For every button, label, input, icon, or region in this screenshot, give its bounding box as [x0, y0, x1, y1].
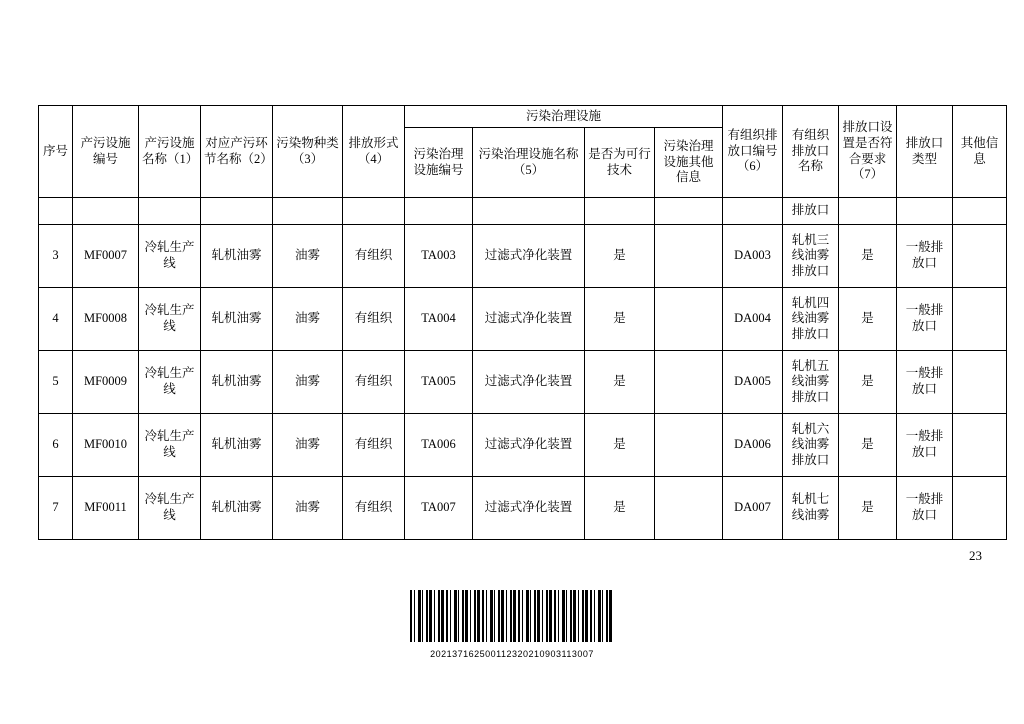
cell-facility-name: 冷轧生产线 [139, 477, 201, 540]
cell-treatment-other [655, 198, 723, 225]
table-header [39, 106, 1007, 198]
cell-process-name: 轧机油雾 [201, 225, 273, 288]
cell-facility-code: MF0010 [73, 414, 139, 477]
cell-treatment-code: TA007 [405, 477, 473, 540]
cell-outlet-code: DA007 [723, 477, 783, 540]
cell-seq: 6 [39, 414, 73, 477]
cell-process-name: 轧机油雾 [201, 414, 273, 477]
cell-outlet-compliant: 是 [839, 477, 897, 540]
cell-other-info [953, 351, 1007, 414]
column-header-seq: 序号 [39, 106, 73, 198]
cell-outlet-code [723, 198, 783, 225]
table-row [39, 351, 1007, 414]
cell-emission-form: 有组织 [343, 288, 405, 351]
column-header-emission-form: 排放形式（4） [343, 106, 405, 198]
cell-feasible-tech: 是 [585, 351, 655, 414]
barcode-number: 202137162500112320210903113007 [430, 649, 594, 659]
table-row [39, 225, 1007, 288]
table-row [39, 198, 1007, 225]
cell-treatment-code: TA006 [405, 414, 473, 477]
cell-outlet-type: 一般排放口 [897, 225, 953, 288]
cell-outlet-type: 一般排放口 [897, 288, 953, 351]
cell-facility-code: MF0007 [73, 225, 139, 288]
cell-outlet-type: 一般排放口 [897, 351, 953, 414]
cell-treatment-code: TA003 [405, 225, 473, 288]
column-header-outlet-type: 排放口类型 [897, 106, 953, 198]
cell-pollutant-type: 油雾 [273, 225, 343, 288]
cell-emission-form: 有组织 [343, 477, 405, 540]
column-header-outlet-code: 有组织排放口编号（6） [723, 106, 783, 198]
cell-outlet-type [897, 198, 953, 225]
cell-facility-code: MF0008 [73, 288, 139, 351]
cell-facility-name: 冷轧生产线 [139, 288, 201, 351]
cell-pollutant-type: 油雾 [273, 477, 343, 540]
cell-process-name: 轧机油雾 [201, 288, 273, 351]
table-row [39, 477, 1007, 540]
cell-facility-code: MF0011 [73, 477, 139, 540]
cell-outlet-type: 一般排放口 [897, 414, 953, 477]
cell-outlet-compliant: 是 [839, 288, 897, 351]
cell-seq: 5 [39, 351, 73, 414]
cell-outlet-type: 一般排放口 [897, 477, 953, 540]
cell-emission-form: 有组织 [343, 351, 405, 414]
cell-treatment-other [655, 414, 723, 477]
cell-treatment-other [655, 351, 723, 414]
cell-outlet-name: 轧机七线油雾 [783, 477, 839, 540]
cell-treatment-code [405, 198, 473, 225]
cell-treatment-name: 过滤式净化装置 [473, 351, 585, 414]
table-body [39, 198, 1007, 540]
cell-process-name [201, 198, 273, 225]
cell-outlet-compliant: 是 [839, 225, 897, 288]
cell-facility-name [139, 198, 201, 225]
column-header-process-name: 对应产污环节名称（2） [201, 106, 273, 198]
cell-treatment-other [655, 225, 723, 288]
cell-outlet-code: DA003 [723, 225, 783, 288]
cell-other-info [953, 225, 1007, 288]
emission-facility-table-wrapper [38, 105, 999, 540]
cell-outlet-name: 轧机四线油雾排放口 [783, 288, 839, 351]
column-header-treatment-code: 污染治理设施编号 [405, 128, 473, 198]
cell-facility-code: MF0009 [73, 351, 139, 414]
cell-seq: 4 [39, 288, 73, 351]
cell-outlet-name: 轧机五线油雾排放口 [783, 351, 839, 414]
cell-outlet-name: 轧机三线油雾排放口 [783, 225, 839, 288]
column-header-group-treatment-facility: 污染治理设施 [405, 106, 723, 128]
emission-facility-table [38, 105, 1007, 540]
column-header-facility-name: 产污设施名称（1） [139, 106, 201, 198]
column-header-feasible-tech: 是否为可行技术 [585, 128, 655, 198]
cell-facility-name: 冷轧生产线 [139, 351, 201, 414]
cell-outlet-code: DA004 [723, 288, 783, 351]
column-header-outlet-name: 有组织排放口名称 [783, 106, 839, 198]
column-header-pollutant-type: 污染物种类（3） [273, 106, 343, 198]
cell-outlet-compliant [839, 198, 897, 225]
column-header-facility-code: 产污设施编号 [73, 106, 139, 198]
column-header-other-info: 其他信息 [953, 106, 1007, 198]
cell-treatment-name [473, 198, 585, 225]
cell-other-info [953, 198, 1007, 225]
cell-treatment-other [655, 477, 723, 540]
column-header-outlet-compliant: 排放口设置是否符合要求（7） [839, 106, 897, 198]
cell-pollutant-type [273, 198, 343, 225]
cell-feasible-tech [585, 198, 655, 225]
table-header-group-row [39, 106, 1007, 128]
table-row [39, 414, 1007, 477]
cell-treatment-name: 过滤式净化装置 [473, 414, 585, 477]
cell-process-name: 轧机油雾 [201, 351, 273, 414]
cell-emission-form: 有组织 [343, 414, 405, 477]
cell-feasible-tech: 是 [585, 225, 655, 288]
cell-outlet-code: DA006 [723, 414, 783, 477]
cell-pollutant-type: 油雾 [273, 288, 343, 351]
cell-pollutant-type: 油雾 [273, 414, 343, 477]
column-header-treatment-other: 污染治理设施其他信息 [655, 128, 723, 198]
cell-emission-form: 有组织 [343, 225, 405, 288]
cell-treatment-other [655, 288, 723, 351]
cell-facility-code [73, 198, 139, 225]
cell-outlet-name: 轧机六线油雾排放口 [783, 414, 839, 477]
cell-outlet-code: DA005 [723, 351, 783, 414]
cell-treatment-name: 过滤式净化装置 [473, 477, 585, 540]
cell-other-info [953, 414, 1007, 477]
barcode-image [410, 590, 614, 642]
cell-treatment-code: TA004 [405, 288, 473, 351]
page-number: 23 [969, 548, 982, 563]
cell-seq: 3 [39, 225, 73, 288]
cell-facility-name: 冷轧生产线 [139, 414, 201, 477]
table-row [39, 288, 1007, 351]
cell-treatment-name: 过滤式净化装置 [473, 225, 585, 288]
cell-process-name: 轧机油雾 [201, 477, 273, 540]
cell-facility-name: 冷轧生产线 [139, 225, 201, 288]
cell-treatment-code: TA005 [405, 351, 473, 414]
cell-feasible-tech: 是 [585, 288, 655, 351]
cell-seq: 7 [39, 477, 73, 540]
cell-seq [39, 198, 73, 225]
cell-feasible-tech: 是 [585, 477, 655, 540]
cell-emission-form [343, 198, 405, 225]
cell-other-info [953, 477, 1007, 540]
cell-outlet-name: 排放口 [783, 198, 839, 225]
column-header-treatment-name: 污染治理设施名称（5） [473, 128, 585, 198]
cell-treatment-name: 过滤式净化装置 [473, 288, 585, 351]
cell-other-info [953, 288, 1007, 351]
cell-pollutant-type: 油雾 [273, 351, 343, 414]
cell-outlet-compliant: 是 [839, 351, 897, 414]
cell-outlet-compliant: 是 [839, 414, 897, 477]
cell-feasible-tech: 是 [585, 414, 655, 477]
barcode-area [0, 590, 1024, 659]
